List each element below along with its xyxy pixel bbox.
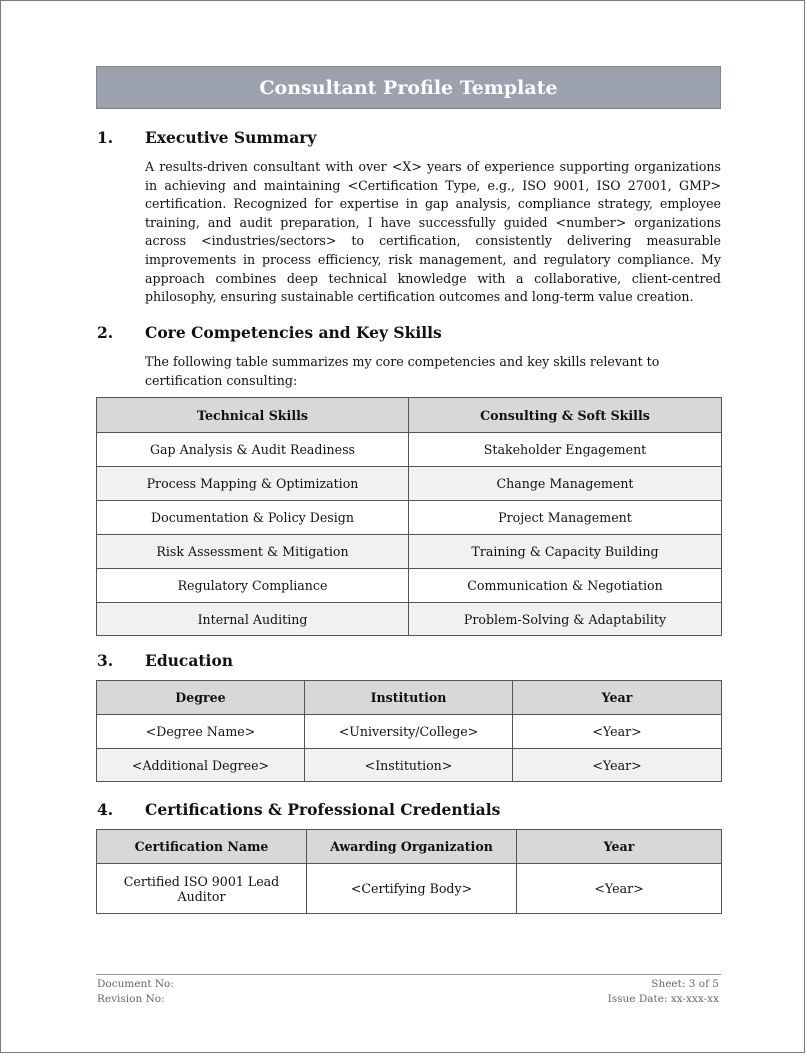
section-number: 1. [97, 128, 114, 147]
section-number: 3. [97, 651, 114, 670]
issue-date: Issue Date: xx-xxx-xx [607, 993, 719, 1005]
table-row [97, 864, 722, 914]
table-row [97, 569, 722, 603]
table-cell: <Additional Degree> [97, 749, 305, 782]
table-header-row [97, 681, 722, 715]
table-header-cell: Institution [305, 681, 513, 715]
table-row [97, 603, 722, 636]
table-cell: <Degree Name> [97, 715, 305, 749]
skills-table [96, 397, 722, 636]
table-header-cell: Year [513, 681, 722, 715]
table-row [97, 433, 722, 467]
section-heading-executive-summary [97, 128, 316, 147]
executive-summary-text: A results-driven consultant with over <X> years of experience supporting organizations in achieving and maintaining <Certification Type, e.g., ISO 9001, ISO 27001, GMP> certification. Recognized for expertise in gap analysis, compliance strategy, employee training, and audit preparation, I have successfully guided <number> organizations across <industries/sectors> to certification, consistently delivering measurable improvements in process efficiency, risk management, and regulatory compliance. My approach combines deep technical knowledge with a collaborative, client-centred philosophy, ensuring sustainable certification outcomes and long-term value creation. [145, 159, 721, 305]
section-title: Education [145, 651, 234, 670]
table-row [97, 715, 722, 749]
table-cell: <University/College> [305, 715, 513, 749]
table-row [97, 535, 722, 569]
table-cell: Documentation & Policy Design [97, 501, 409, 535]
table-header-cell: Certification Name [97, 830, 307, 864]
table-cell: Process Mapping & Optimization [97, 467, 409, 501]
table-row [97, 501, 722, 535]
table-cell: Internal Auditing [97, 603, 409, 636]
table-cell: Change Management [409, 467, 722, 501]
table-cell: Risk Assessment & Mitigation [97, 535, 409, 569]
table-cell: Project Management [409, 501, 722, 535]
table-cell: Stakeholder Engagement [409, 433, 722, 467]
table-cell: Certified ISO 9001 Lead Auditor [97, 864, 307, 914]
document-number: Document No: [97, 978, 174, 990]
table-header-cell: Technical Skills [97, 398, 409, 433]
education-table [96, 680, 722, 782]
table-cell: <Year> [517, 864, 722, 914]
section-title: Core Competencies and Key Skills [145, 323, 442, 342]
table-cell: <Certifying Body> [307, 864, 517, 914]
table-cell: Gap Analysis & Audit Readiness [97, 433, 409, 467]
table-row [97, 749, 722, 782]
section-number: 4. [97, 800, 114, 819]
sheet-number: Sheet: 3 of 5 [651, 978, 719, 990]
revision-number: Revision No: [97, 993, 165, 1005]
table-cell: Problem-Solving & Adaptability [409, 603, 722, 636]
section-title: Certifications & Professional Credentials [145, 800, 501, 819]
table-header-cell: Year [517, 830, 722, 864]
document-title: Consultant Profile Template [96, 66, 721, 109]
section-heading-education [97, 651, 233, 670]
section-title: Executive Summary [145, 128, 317, 147]
table-cell: Training & Capacity Building [409, 535, 722, 569]
footer-left [97, 977, 174, 1007]
table-header-cell: Consulting & Soft Skills [409, 398, 722, 433]
table-cell: Communication & Negotiation [409, 569, 722, 603]
section-number: 2. [97, 323, 114, 342]
table-cell: Regulatory Compliance [97, 569, 409, 603]
section-heading-certifications [97, 800, 500, 819]
footer-right [608, 977, 719, 1007]
section-heading-core-competencies [97, 323, 442, 342]
table-cell: <Institution> [305, 749, 513, 782]
table-cell: <Year> [513, 749, 722, 782]
table-row [97, 467, 722, 501]
certifications-table [96, 829, 722, 914]
table-header-row [97, 398, 722, 433]
table-cell: <Year> [513, 715, 722, 749]
table-header-row [97, 830, 722, 864]
table-header-cell: Degree [97, 681, 305, 715]
footer-divider [96, 974, 721, 975]
table-header-cell: Awarding Organization [307, 830, 517, 864]
competencies-intro-text: The following table summarizes my core competencies and key skills relevant to certification consulting: [145, 354, 660, 388]
